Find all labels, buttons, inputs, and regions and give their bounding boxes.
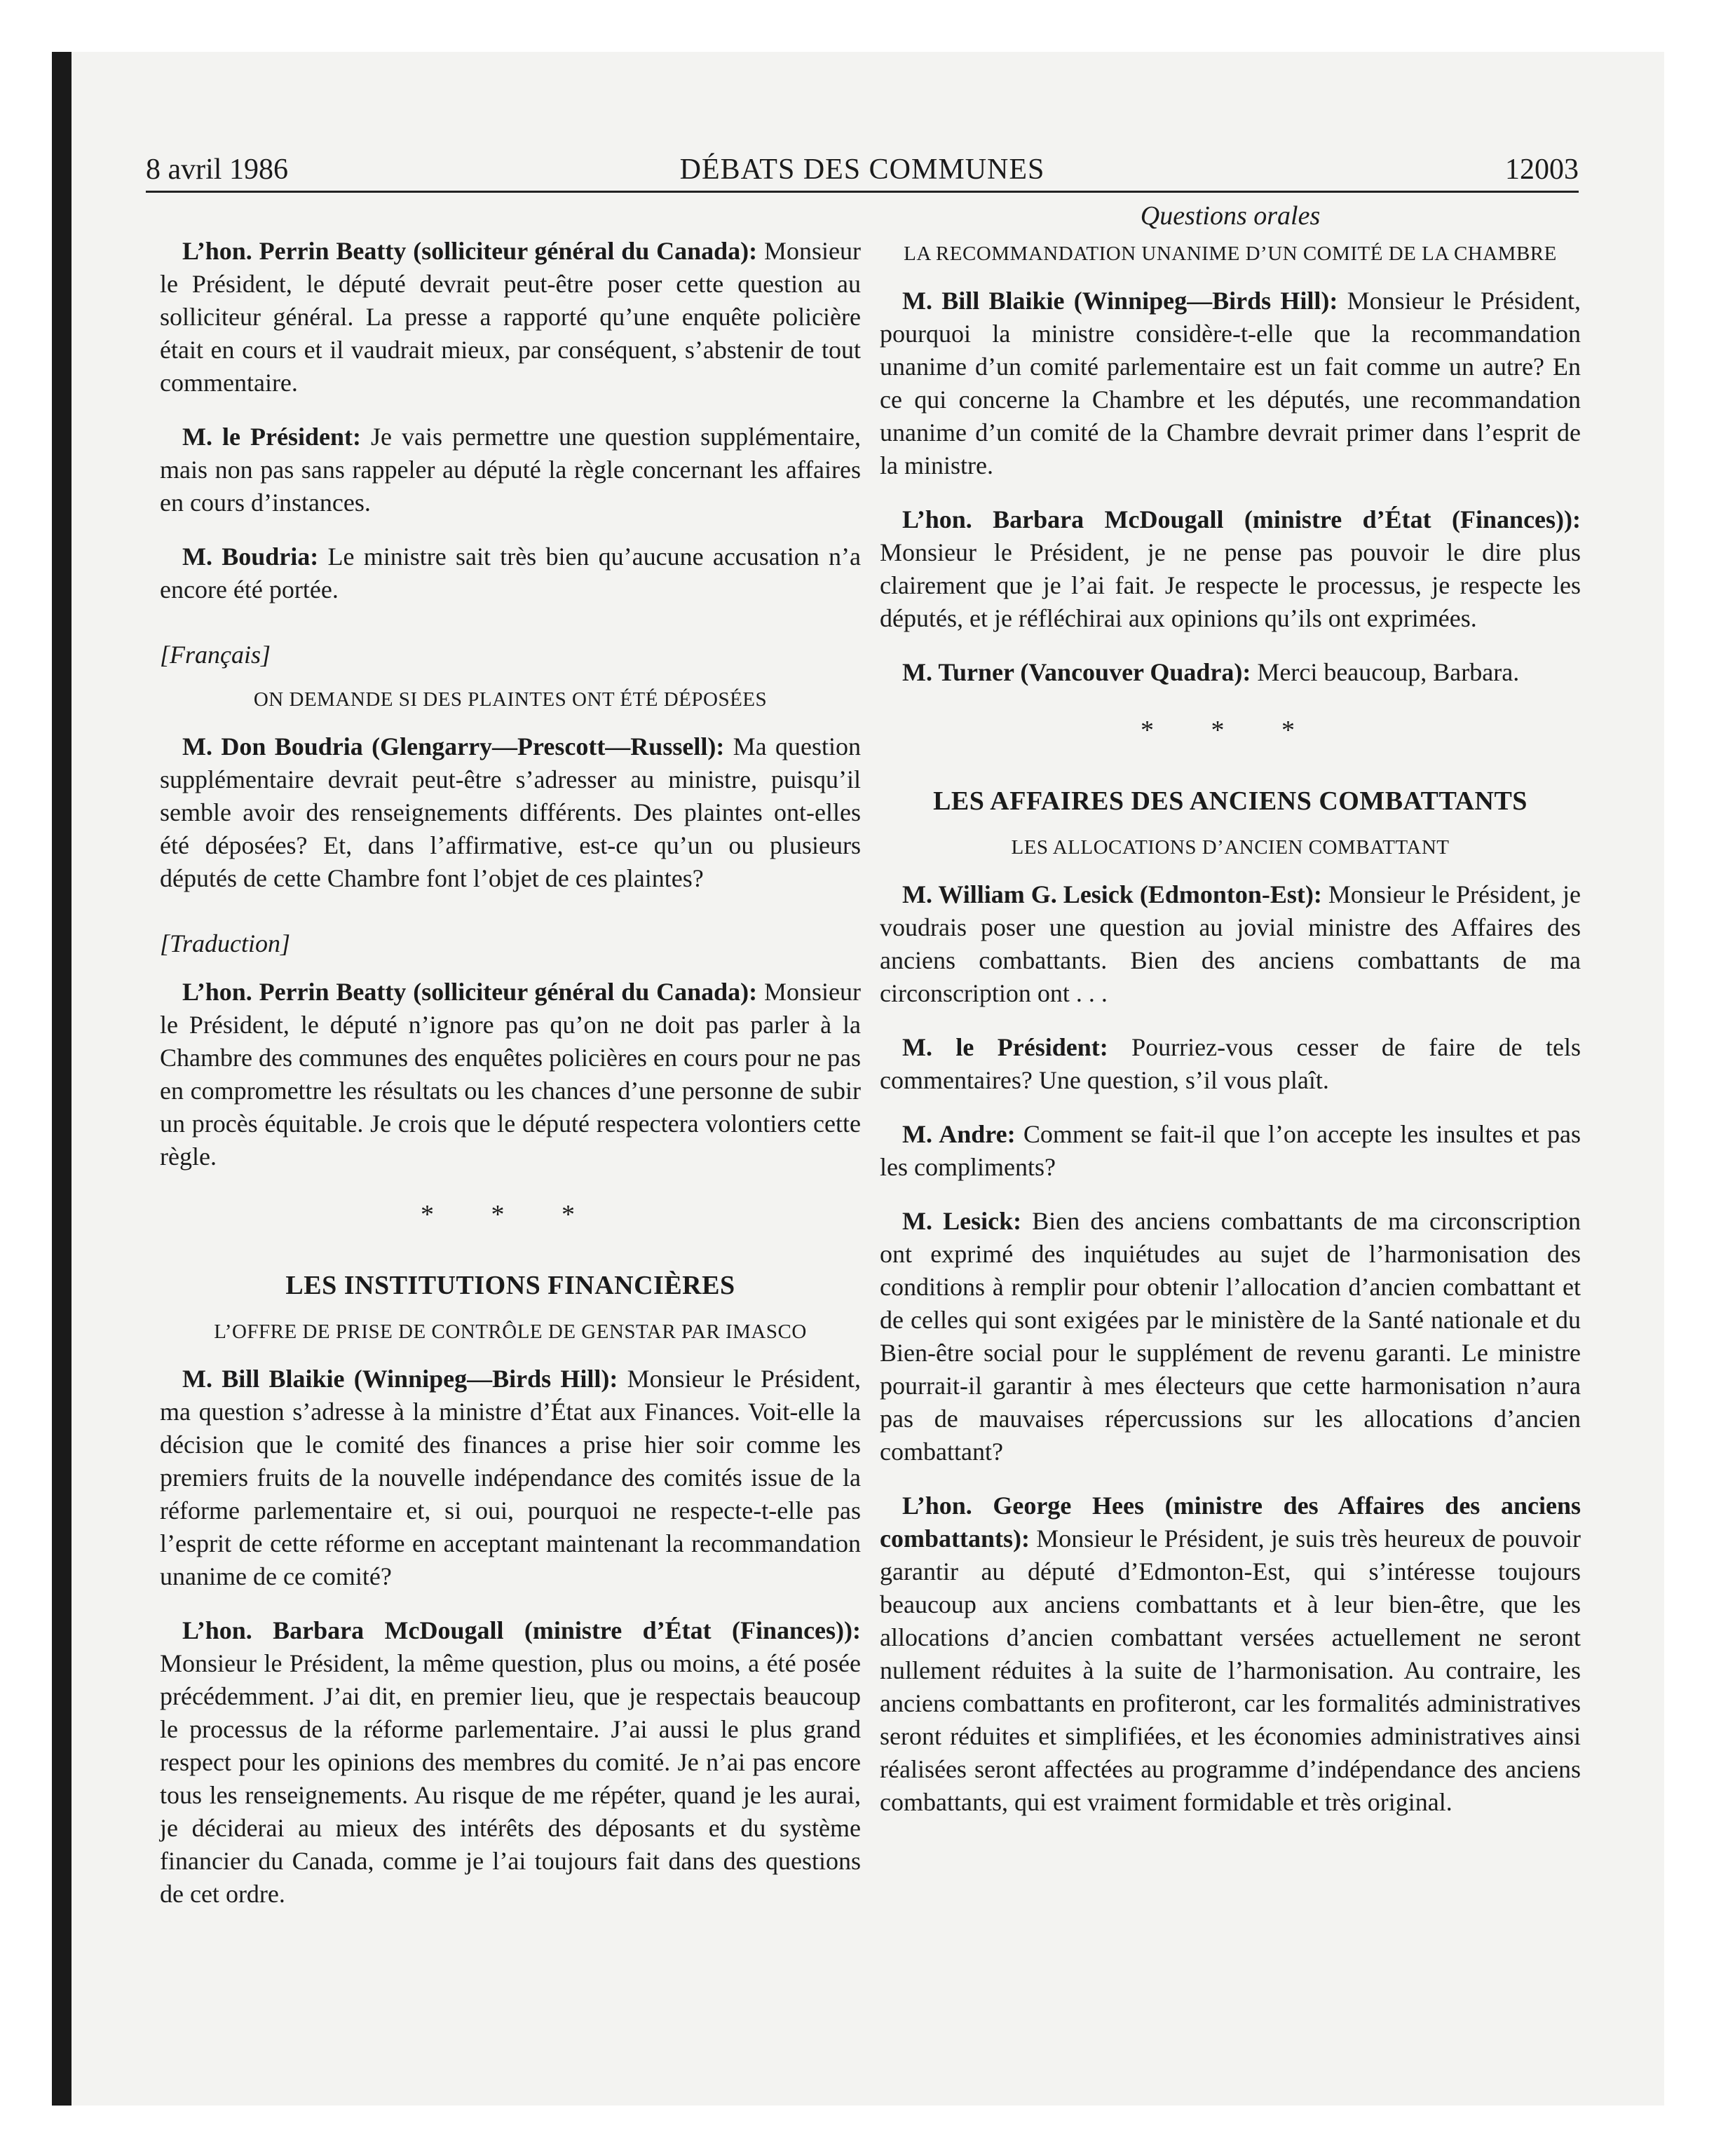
section-heading: LES INSTITUTIONS FINANCIÈRES xyxy=(285,1271,735,1300)
speech-text: Je vais permettre une question supplémentaire, mais non pas sans rappeler au député la règle concernant les affaires en cours d’instances. xyxy=(160,423,861,517)
paragraph xyxy=(160,730,861,895)
paragraph xyxy=(880,503,1581,635)
header-title: DÉBATS DES COMMUNES xyxy=(679,153,1045,186)
speaker: M. William G. Lesick (Edmonton-Est): xyxy=(902,880,1322,908)
subheading: LA RECOMMANDATION UNANIME D’UN COMITÉ DE LA CHAMBRE xyxy=(904,243,1557,265)
speaker: M. le Président: xyxy=(182,423,361,451)
speech-text: Comment se fait-il que l’on accepte les insultes et pas les compliments? xyxy=(880,1120,1581,1181)
section-heading: LES AFFAIRES DES ANCIENS COMBATTANTS xyxy=(933,786,1528,816)
speech-text: Monsieur le Président, ma question s’adresse à la ministre d’État aux Finances. Voit-elle la décision que le comité des finances a prise hier soir comme les premiers fruits de la nouvelle indépendance des comités issue de la réforme parlementaire et, si oui, pourquoi ne respecte-t-elle pas l’esprit de cette réforme en acceptant maintenant la recommandation unanime de ce comité? xyxy=(160,1365,861,1590)
speech-text: Merci beaucoup, Barbara. xyxy=(1251,658,1520,686)
speaker: L’hon. Barbara McDougall (ministre d’État (Finances)): xyxy=(902,505,1581,533)
speech-text: Monsieur le Président, le député n’ignore pas qu’on ne doit pas parler à la Chambre des communes des enquêtes policières en cours pour ne pas en compromettre les résultats ou les chances d’une personne de subir un procès équitable. Je crois que le député respectera volontiers cette règle. xyxy=(160,978,861,1171)
speaker: M. Turner (Vancouver Quadra): xyxy=(902,658,1251,686)
section-separator: * * * xyxy=(1141,716,1320,745)
language-marker: [Traduction] xyxy=(160,929,291,957)
paragraph xyxy=(880,878,1581,1010)
speech-text: Bien des anciens combattants de ma circonscription ont exprimé des inquiétudes au sujet de l’harmonisation des conditions à remplir pour obtenir l’allocation d’ancien combattant et de celles qui sont exigées par le ministère de la Santé nationale et du Bien-être social pour le supplément de revenu garanti. Le ministre pourrait-il garantir à mes électeurs que cette harmonisation n’aura pas de mauvaises répercussions sur les allocations d’ancien combattant? xyxy=(880,1207,1581,1466)
speaker: M. Bill Blaikie (Winnipeg—Birds Hill): xyxy=(182,1365,618,1393)
speaker: L’hon. Perrin Beatty (solliciteur général du Canada): xyxy=(182,237,758,265)
language-marker: [Français] xyxy=(160,641,271,669)
speech-text: Monsieur le Président, je voudrais poser une question au jovial ministre des Affaires des anciens combattants. Bien des anciens combattants de ma circonscription ont . . . xyxy=(880,880,1581,1007)
paragraph xyxy=(160,976,861,1173)
subheading: ON DEMANDE SI DES PLAINTES ONT ÉTÉ DÉPOSÉES xyxy=(253,688,768,711)
speech-text: Pourriez-vous cesser de faire de tels commentaires? Une question, s’il vous plaît. xyxy=(880,1033,1581,1094)
speaker: L’hon. Barbara McDougall (ministre d’État (Finances)): xyxy=(182,1616,861,1644)
speaker: L’hon. Perrin Beatty (solliciteur général du Canada): xyxy=(182,978,758,1006)
paragraph xyxy=(160,1363,861,1593)
speaker: M. Andre: xyxy=(902,1120,1016,1148)
speaker: M. Lesick: xyxy=(902,1207,1022,1235)
paragraph xyxy=(880,285,1581,482)
subheading: L’OFFRE DE PRISE DE CONTRÔLE DE GENSTAR PAR IMASCO xyxy=(214,1321,807,1343)
speaker: M. Bill Blaikie (Winnipeg—Birds Hill): xyxy=(902,287,1338,315)
binding-edge xyxy=(52,52,72,2106)
paragraph xyxy=(880,1031,1581,1097)
paragraph xyxy=(880,656,1581,689)
speech-text: Le ministre sait très bien qu’aucune accusation n’a encore été portée. xyxy=(160,543,861,603)
speaker: M. Boudria: xyxy=(182,543,319,571)
left-column xyxy=(160,235,861,1932)
paragraph xyxy=(880,1118,1581,1184)
right-column xyxy=(880,200,1581,1840)
paragraph xyxy=(160,421,861,519)
speech-text: Monsieur le Président, je suis très heureux de pouvoir garantir au député d’Edmonton-Est, qui s’intéresse toujours beaucoup aux anciens combattants et à leur bien-être, que les allocations d’ancien combattant versées actuellement ne seront nullement réduites à la suite de l’harmonisation. Au contraire, les anciens combattants en profiteront, car les formalités administratives seront réduites et simplifiées, et les économies administratives ainsi réalisées seront affectées au programme d’indépendance des anciens combattants, qui est vraiment formidable et très original. xyxy=(880,1524,1581,1816)
speech-text: Monsieur le Président, la même question, plus ou moins, a été posée précédemment. J’ai dit, en premier lieu, que je respectais beaucoup le processus de la réforme parlementaire. J’ai aussi le plus grand respect pour les opinions des membres du comité. Je n’ai pas encore tous les renseignements. Au risque de me répéter, quand je les aurai, je déciderai au mieux des intérêts des déposants et du système financier du Canada, comme je l’ai toujours fait dans des questions de cet ordre. xyxy=(160,1649,861,1908)
header-date: 8 avril 1986 xyxy=(146,153,288,186)
header-page-number: 12003 xyxy=(1505,153,1579,186)
paragraph xyxy=(160,235,861,400)
speech-text: Monsieur le Président, pourquoi la ministre considère-t-elle que la recommandation unanime d’un comité parlementaire est un fait comme un autre? En ce qui concerne la Chambre et les députés, une recommandation unanime d’un comité de la Chambre devrait primer dans l’esprit de la ministre. xyxy=(880,287,1581,479)
paragraph xyxy=(160,1614,861,1911)
paragraph xyxy=(880,1205,1581,1468)
section-separator: * * * xyxy=(421,1200,600,1229)
speaker: M. le Président: xyxy=(902,1033,1108,1061)
speech-text: Ma question supplémentaire devrait peut-être s’adresser au ministre, puisqu’il semble avoir des renseignements différents. Des plaintes ont-elles été déposées? Et, dans l’affirmative, est-ce qu’un ou plusieurs députés de cette Chambre font l’objet de ces plaintes? xyxy=(160,732,861,892)
page-header xyxy=(146,149,1579,193)
speaker: M. Don Boudria (Glengarry—Prescott—Russell): xyxy=(182,732,725,760)
rubric: Questions orales xyxy=(1140,201,1321,231)
speaker: L’hon. George Hees (ministre des Affaires des anciens combattants): xyxy=(880,1492,1581,1553)
subheading: LES ALLOCATIONS D’ANCIEN COMBATTANT xyxy=(1011,836,1450,859)
speech-text: Monsieur le Président, je ne pense pas pouvoir le dire plus clairement que je l’ai fait. Je respecte le processus, je respecte les députés, et je réfléchirai aux opinions qu’ils ont exprimées. xyxy=(880,538,1581,632)
paragraph xyxy=(160,540,861,606)
speech-text: Monsieur le Président, le député devrait peut-être poser cette question au solliciteur général. La presse a rapporté qu’une enquête policière était en cours et il vaudrait mieux, par conséquent, s’abstenir de tout commentaire. xyxy=(160,237,861,397)
paragraph xyxy=(880,1489,1581,1819)
